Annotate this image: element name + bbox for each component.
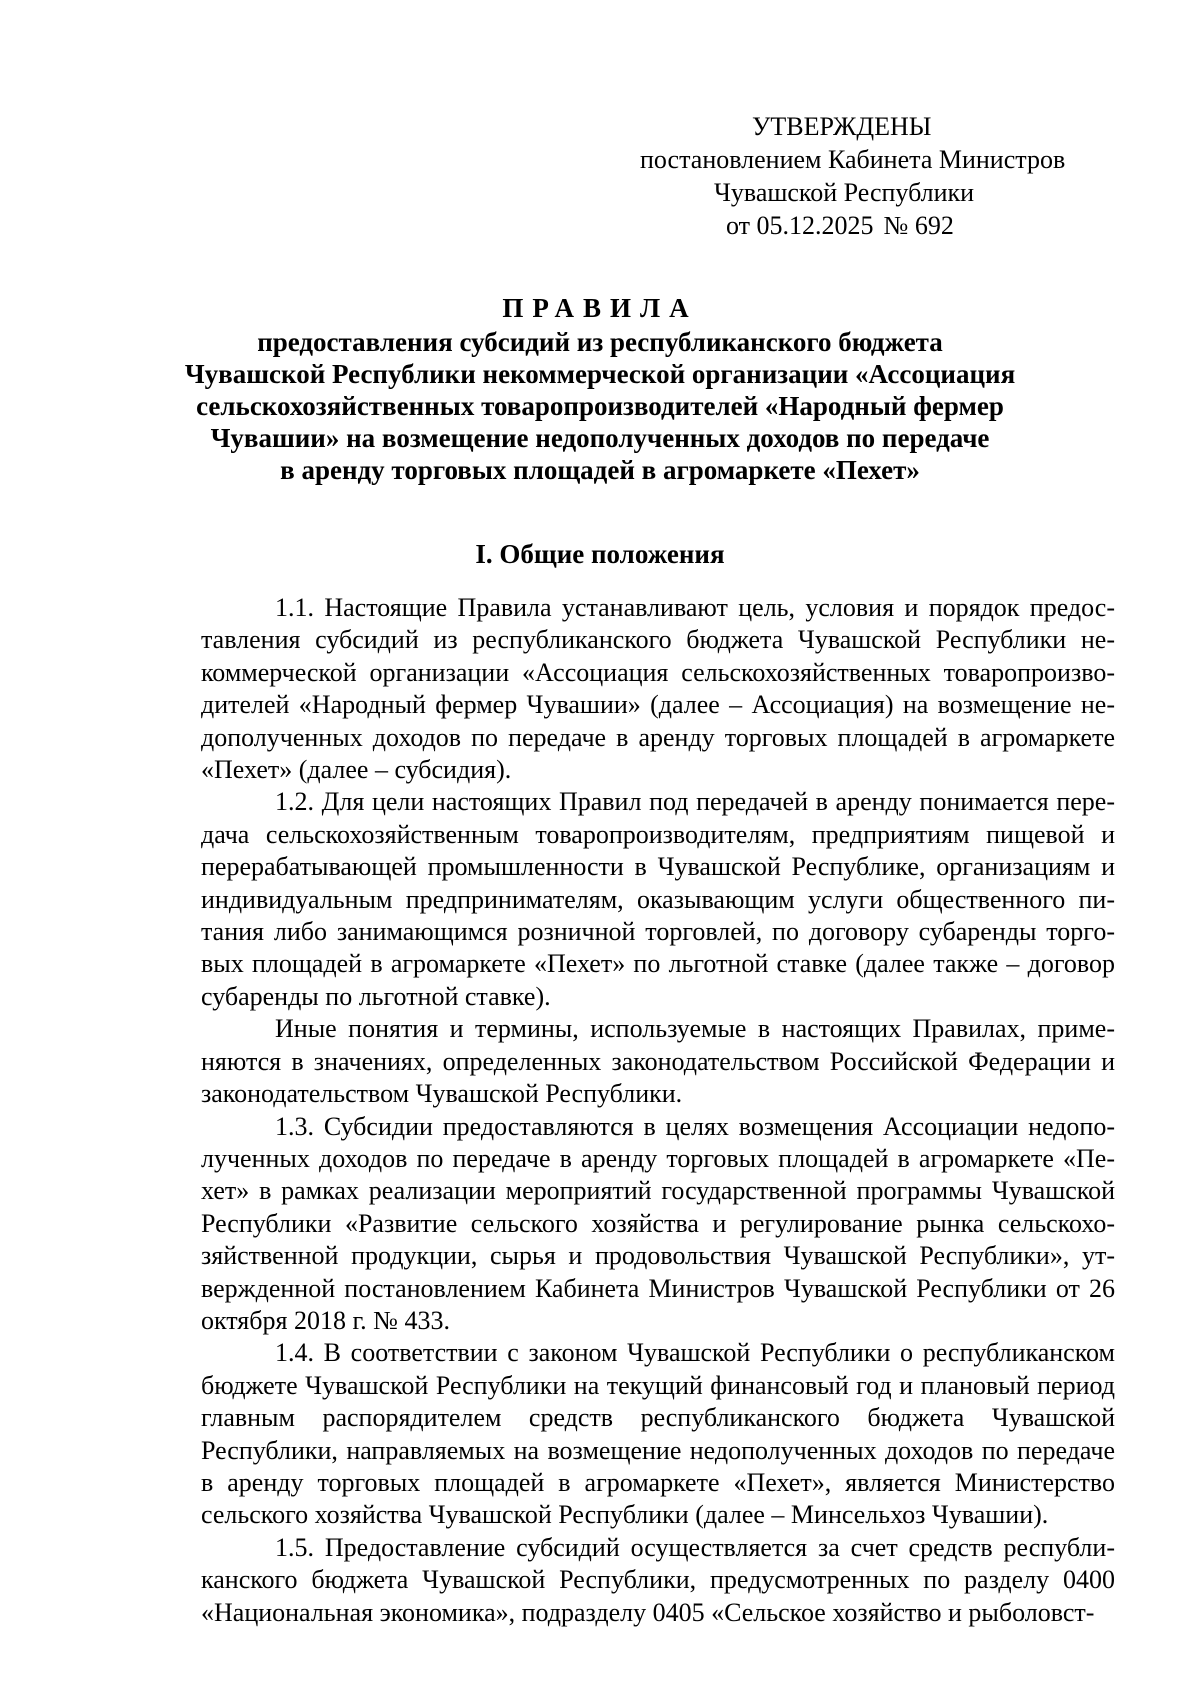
paragraph-terms: Иные понятия и термины, используемые в настоящих Правилах, применяются в значениях, определенных законодательством Российской Федерации и законодательством Чувашской Республики.: [201, 1014, 1115, 1109]
approval-line-1: постановлением Кабинета Министров: [640, 145, 1066, 174]
approval-block: [640, 110, 1120, 242]
subtitle-line: Чувашии» на возмещение недополученных доходов по передаче: [210, 423, 990, 453]
paragraph-1-4: 1.4. В соответствии с законом Чувашской Республики о республиканском бюджете Чувашской Республики на текущий финансовый год и плановый период главным распорядителем средств республиканского бюджета Чувашской Республики, направляемых на возмещение недополученных доходов по передаче в аренду торговых площадей в агромаркете «Пехет», является Министерство сельского хозяйства Чувашской Республики (далее – Минсельхоз Чувашии).: [201, 1338, 1115, 1530]
body-text: [201, 592, 1115, 1629]
approval-number: № 692: [883, 211, 954, 240]
section-heading: I. Общие положения: [475, 539, 725, 569]
subtitle-line: предоставления субсидий из республиканского бюджета: [257, 327, 943, 357]
paragraph-1-1: 1.1. Настоящие Правила устанавливают цель, условия и порядок предоставления субсидий из республиканского бюджета Чувашской Республики некоммерческой организации «Ассоциация сельскохозяйственных товаропроизводителей «Народный фермер Чувашии» (далее – Ассоциация) на возмещение недополученных доходов по передаче в аренду торговых площадей в агромаркете «Пехет» (далее – субсидия).: [201, 593, 1115, 785]
document-title: [0, 292, 1200, 486]
approval-date: от 05.12.2025: [726, 211, 874, 240]
paragraph-1-5: 1.5. Предоставление субсидий осуществляется за счет средств республиканского бюджета Чувашской Республики, предусмотренных по разделу 0400 «Национальная экономика», подразделу 0405 «Сельское хозяйство и рыболовст-: [201, 1532, 1115, 1627]
approval-title: УТВЕРЖДЕНЫ: [752, 112, 932, 141]
approval-date-line: [640, 209, 1120, 242]
paragraph-1-3: 1.3. Субсидии предоставляются в целях возмещения Ассоциации недополученных доходов по передаче в аренду торговых площадей в агромаркете «Пехет» в рамках реализации мероприятий государственной программы Чувашской Республики «Развитие сельского хозяйства и регулирование рынка сельскохозяйственной продукции, сырья и продовольствия Чувашской Республики», утвержденной постановлением Кабинета Министров Чувашской Республики от 26 октября 2018 г. № 433.: [201, 1111, 1115, 1335]
approval-line-2: Чувашской Республики: [714, 178, 975, 207]
document-title-subtitle: [0, 326, 1200, 486]
subtitle-line: сельскохозяйственных товаропроизводителей «Народный фермер: [196, 391, 1004, 421]
subtitle-line: в аренду торговых площадей в агромаркете «Пехет»: [280, 455, 920, 485]
paragraph-1-2: 1.2. Для цели настоящих Правил под передачей в аренду понимается передача сельскохозяйственным товаропроизводителям, предприятиям пищевой и перерабатывающей промышленности в Чувашской Республике, организациям и индивидуальным предпринимателям, оказывающим услуги общественного питания либо занимающимся розничной торговлей, по договору субаренды торговых площадей в агромаркете «Пехет» по льготной ставке (далее также – договор субаренды по льготной ставке).: [201, 787, 1115, 1011]
document-title-main: ПРАВИЛА: [502, 293, 698, 323]
subtitle-line: Чувашской Республики некоммерческой организации «Ассоциация: [184, 359, 1016, 389]
